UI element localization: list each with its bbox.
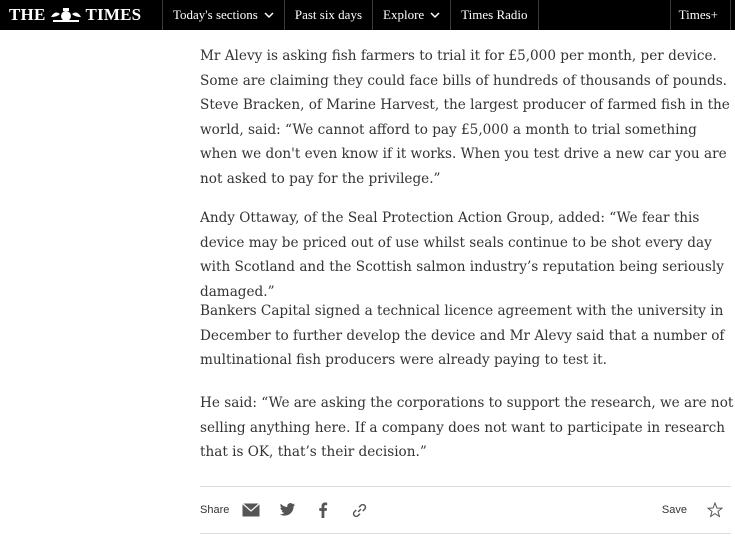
times-logo[interactable] xyxy=(0,0,162,30)
nav-todays-sections-label: Today's sections xyxy=(173,7,258,22)
top-navigation-bar xyxy=(0,0,735,30)
nav-times-radio[interactable] xyxy=(450,0,538,30)
nav-explore[interactable] xyxy=(372,0,450,30)
article-paragraph: He said: “We are asking the corporations to support the research, we are not selling anything here. If a company does not want to participate in research that is OK, that’s their decision.” xyxy=(200,395,734,460)
twitter-icon[interactable] xyxy=(278,501,296,519)
crest-icon xyxy=(49,7,83,23)
nav-explore-label: Explore xyxy=(383,7,425,22)
article-paragraph: Mr Alevy is asking fish farmers to trial it for £5,000 per month, per device. Some are claiming they could face bills of hundreds of thousands of pounds. Steve Bracken, of Marine Harvest, the largest producer of farmed fish in the world, said: “We cannot afford to pay £5,000 a month to trial something when we don't even know if it works. When you test drive a new car you are not asked to pay for the privilege.” xyxy=(200,48,730,187)
logo-word-the: THE xyxy=(9,5,46,24)
chevron-down-icon xyxy=(430,10,440,20)
nav-times-plus[interactable] xyxy=(670,0,730,30)
nav-todays-sections[interactable] xyxy=(162,0,284,30)
article-paragraph: Andy Ottaway, of the Seal Protection Action Group, added: “We fear this device may be priced out of use whilst seals continue to be shot every day with Scotland and the Scottish salmon industry’s reputation being seriously damaged.” xyxy=(200,210,724,300)
nav-times-plus-label: Times+ xyxy=(678,7,718,22)
nav-past-six-days[interactable] xyxy=(284,0,372,30)
nav-times-radio-label: Times Radio xyxy=(461,7,528,22)
share-bar xyxy=(200,486,731,534)
nav-edge xyxy=(730,0,735,30)
share-label: Share xyxy=(200,504,230,516)
star-icon[interactable] xyxy=(707,502,723,518)
save-button[interactable]: Save xyxy=(661,504,687,516)
nav-past-six-days-label: Past six days xyxy=(294,7,363,22)
chevron-down-icon xyxy=(264,10,274,20)
email-icon[interactable] xyxy=(242,501,260,519)
link-icon[interactable] xyxy=(350,501,368,519)
logo-word-times: TIMES xyxy=(85,5,142,24)
nav-spacer xyxy=(539,0,670,30)
facebook-icon[interactable] xyxy=(314,501,332,519)
article-paragraph: Bankers Capital signed a technical licence agreement with the university in December to further develop the device and Mr Alevy said that a number of multinational fish producers were already paying to test it. xyxy=(200,303,725,368)
